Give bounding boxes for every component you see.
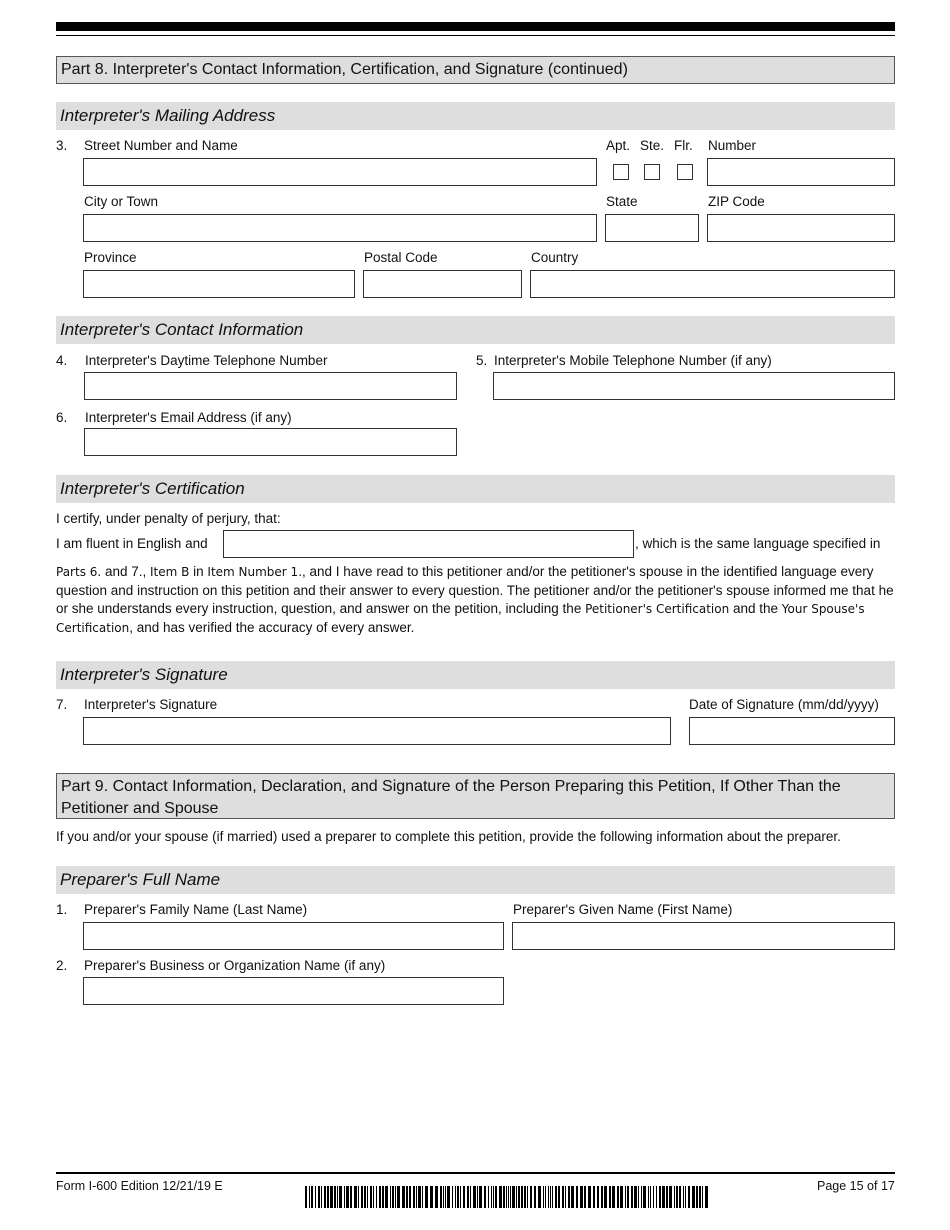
barcode-bar (493, 1186, 494, 1208)
barcode-bar (669, 1186, 672, 1208)
barcode-bar (358, 1186, 359, 1208)
signature-input[interactable] (83, 717, 671, 745)
city-label: City or Town (84, 194, 159, 209)
barcode-bar (346, 1186, 349, 1208)
barcode-bar (440, 1186, 442, 1208)
barcode-bar (395, 1186, 396, 1208)
given-name-label: Preparer's Given Name (First Name) (513, 902, 733, 917)
mailing-section-heading: Interpreter's Mailing Address (56, 102, 895, 130)
ref-parts: Parts 6. (56, 565, 102, 579)
given-name-input[interactable] (512, 922, 895, 950)
certification-section-heading: Interpreter's Certification (56, 475, 895, 503)
page-number: Page 15 of 17 (817, 1179, 895, 1193)
barcode-bar (330, 1186, 333, 1208)
barcode-bar (650, 1186, 651, 1208)
barcode-bar (702, 1186, 703, 1208)
item-7-number: 7. (56, 697, 68, 712)
barcode-bar (571, 1186, 574, 1208)
barcode-bar (508, 1186, 509, 1208)
barcode-bar (666, 1186, 668, 1208)
barcode-bar (418, 1186, 421, 1208)
ref-item-b: Item B (150, 565, 190, 579)
barcode-bar (683, 1186, 684, 1208)
barcode-bar (479, 1186, 482, 1208)
barcode-bar (457, 1186, 459, 1208)
barcode-bar (344, 1186, 345, 1208)
barcode-bar (550, 1186, 551, 1208)
barcode-bar (638, 1186, 639, 1208)
item-1-number: 1. (56, 902, 68, 917)
barcode-bar (545, 1186, 546, 1208)
barcode-bar (373, 1186, 374, 1208)
signature-label: Interpreter's Signature (84, 697, 218, 712)
barcode-bar (447, 1186, 450, 1208)
top-rule-thin (56, 35, 895, 36)
barcode-bar (676, 1186, 678, 1208)
barcode-bar (516, 1186, 517, 1208)
barcode-bar (512, 1186, 515, 1208)
barcode-bar (641, 1186, 642, 1208)
part9-intro: If you and/or your spouse (if married) used a preparer to complete this petition, provide the following information about the preparer. (56, 829, 841, 844)
barcode-bar (699, 1186, 701, 1208)
barcode-bar (576, 1186, 578, 1208)
barcode-bar (318, 1186, 320, 1208)
barcode-bar (656, 1186, 657, 1208)
barcode-bar (674, 1186, 675, 1208)
barcode-bar (430, 1186, 433, 1208)
barcode-bar (327, 1186, 329, 1208)
contact-section-heading: Interpreter's Contact Information (56, 316, 895, 344)
barcode-bar (416, 1186, 417, 1208)
barcode-bar (413, 1186, 415, 1208)
province-label: Province (84, 250, 137, 265)
ste-label: Ste. (640, 138, 665, 153)
barcode-bar (350, 1186, 352, 1208)
item-4-number: 4. (56, 353, 68, 368)
item-6-number: 6. (56, 410, 68, 425)
barcode-bar (562, 1186, 564, 1208)
part9-title: Part 9. Contact Information, Declaration, and Signature of the Person Preparing this Petition, If Other Than the Petitioner and Spouse (61, 778, 841, 817)
language-input[interactable] (223, 530, 634, 558)
barcode-bar (409, 1186, 411, 1208)
barcode-bar (311, 1186, 313, 1208)
barcode-bar (609, 1186, 611, 1208)
barcode-bar (568, 1186, 570, 1208)
barcode-bar (376, 1186, 377, 1208)
fluent-prefix: I am fluent in English and (56, 536, 208, 551)
text-andthe: and the (729, 601, 782, 616)
barcode-bar (477, 1186, 478, 1208)
barcode-bar (521, 1186, 523, 1208)
barcode-bar (558, 1186, 560, 1208)
part9-header (56, 773, 895, 819)
ref-petitioner-cert: Petitioner's Certification (585, 602, 730, 616)
barcode-bar (506, 1186, 507, 1208)
barcode-bar (443, 1186, 444, 1208)
barcode-bar (543, 1186, 544, 1208)
family-name-label: Preparer's Family Name (Last Name) (84, 902, 308, 917)
apt-checkbox[interactable] (613, 164, 629, 180)
apt-label: Apt. (606, 138, 631, 153)
barcode-bar (662, 1186, 665, 1208)
flr-label: Flr. (674, 138, 693, 153)
barcode-bar (455, 1186, 456, 1208)
barcode-bar (604, 1186, 607, 1208)
barcode-bar (696, 1186, 698, 1208)
barcode-bar (435, 1186, 438, 1208)
signature-date-label: Date of Signature (mm/dd/yyyy) (689, 697, 879, 712)
barcode-bar (382, 1186, 384, 1208)
apt-number-input[interactable] (707, 158, 895, 186)
email-label: Interpreter's Email Address (if any) (85, 410, 292, 425)
barcode-bar (692, 1186, 695, 1208)
mobile-phone-label: Interpreter's Mobile Telephone Number (if any) (494, 353, 772, 368)
barcode-bar (625, 1186, 626, 1208)
email-input[interactable] (84, 428, 457, 456)
barcode-bar (612, 1186, 615, 1208)
part8-header (56, 56, 895, 84)
certification-intro: I certify, under penalty of perjury, that: (56, 511, 281, 526)
barcode-bar (685, 1186, 686, 1208)
ref-spouse-cert: Your Spouse's Certification (56, 602, 865, 635)
barcode-bar (361, 1186, 363, 1208)
barcode-bar (379, 1186, 381, 1208)
barcode-bar (499, 1186, 502, 1208)
form-edition: Form I-600 Edition 12/21/19 E (56, 1179, 223, 1193)
barcode-bar (484, 1186, 486, 1208)
barcode-bar (364, 1186, 366, 1208)
barcode-bar (305, 1186, 307, 1208)
top-rule-thick (56, 22, 895, 31)
barcode-bar (470, 1186, 471, 1208)
barcode-bar (452, 1186, 453, 1208)
city-input[interactable] (83, 214, 597, 242)
barcode-bar (495, 1186, 497, 1208)
street-input[interactable] (83, 158, 597, 186)
barcode-bar (392, 1186, 394, 1208)
barcode-bar (648, 1186, 649, 1208)
province-input[interactable] (83, 270, 355, 298)
barcode-bar (548, 1186, 549, 1208)
barcode-bar (315, 1186, 316, 1208)
footer-rule (56, 1172, 895, 1174)
barcode-bar (321, 1186, 322, 1208)
barcode-bar (339, 1186, 342, 1208)
barcode-bar (617, 1186, 619, 1208)
part8-title: Part 8. Interpreter's Contact Information, Certification, and Signature (continued) (61, 61, 628, 78)
barcode-bar (337, 1186, 338, 1208)
daytime-phone-input[interactable] (84, 372, 457, 400)
barcode-bar (643, 1186, 646, 1208)
barcode-bar (367, 1186, 368, 1208)
barcode-bar (565, 1186, 566, 1208)
barcode-bar (510, 1186, 511, 1208)
mobile-phone-input[interactable] (493, 372, 895, 400)
barcode-bar (385, 1186, 388, 1208)
barcode-bar (679, 1186, 681, 1208)
barcode-bar (659, 1186, 661, 1208)
barcode-bar (463, 1186, 465, 1208)
barcode-bar (334, 1186, 336, 1208)
business-name-input[interactable] (83, 977, 504, 1005)
barcode-bar (503, 1186, 505, 1208)
barcode-bar (580, 1186, 583, 1208)
street-label: Street Number and Name (84, 138, 238, 153)
barcode-bar (397, 1186, 400, 1208)
barcode-bar (634, 1186, 637, 1208)
barcode-bar (620, 1186, 623, 1208)
postal-input[interactable] (363, 270, 522, 298)
business-name-label: Preparer's Business or Organization Name (if any) (84, 958, 386, 973)
barcode-bar (354, 1186, 357, 1208)
barcode (305, 1186, 713, 1208)
barcode-bar (370, 1186, 372, 1208)
barcode-bar (460, 1186, 461, 1208)
barcode-bar (422, 1186, 423, 1208)
country-input[interactable] (530, 270, 895, 298)
barcode-bar (653, 1186, 654, 1208)
text-in: in (189, 564, 208, 579)
flr-checkbox[interactable] (677, 164, 693, 180)
ste-checkbox[interactable] (644, 164, 660, 180)
barcode-bar (324, 1186, 326, 1208)
signature-date-input[interactable] (689, 717, 895, 745)
text-rest2: , and has verified the accuracy of every answer. (129, 619, 415, 635)
barcode-bar (584, 1186, 586, 1208)
barcode-bar (705, 1186, 708, 1208)
barcode-bar (601, 1186, 603, 1208)
barcode-bar (555, 1186, 557, 1208)
barcode-bar (530, 1186, 532, 1208)
barcode-bar (473, 1186, 476, 1208)
barcode-bar (538, 1186, 541, 1208)
barcode-bar (488, 1186, 489, 1208)
zip-label: ZIP Code (708, 194, 765, 209)
barcode-bar (593, 1186, 595, 1208)
text-and7: and 7., (101, 564, 151, 579)
barcode-bar (627, 1186, 629, 1208)
ref-item-number: Item Number 1. (207, 565, 303, 579)
daytime-phone-label: Interpreter's Daytime Telephone Number (85, 353, 328, 368)
text-rest1: , and I have read to this petitioner and/or the petitioner's spouse in the identified language every question and instruction on this petition and their answer to every question. The petitioner and/or the petitioner's spouse informed me that he or she understands every instruction, question, and answer on the petition, including the (56, 564, 894, 616)
barcode-bar (402, 1186, 405, 1208)
signature-section-heading: Interpreter's Signature (56, 661, 895, 689)
barcode-bar (534, 1186, 536, 1208)
barcode-bar (491, 1186, 492, 1208)
barcode-bar (631, 1186, 633, 1208)
barcode-bar (588, 1186, 591, 1208)
item-3-number: 3. (56, 138, 68, 153)
barcode-bar (527, 1186, 528, 1208)
barcode-bar (518, 1186, 520, 1208)
barcode-bar (425, 1186, 428, 1208)
country-label: Country (531, 250, 579, 265)
state-label: State (606, 194, 638, 209)
postal-label: Postal Code (364, 250, 438, 265)
preparer-section-heading: Preparer's Full Name (56, 866, 895, 894)
barcode-bar (597, 1186, 599, 1208)
barcode-bar (445, 1186, 446, 1208)
barcode-bar (406, 1186, 408, 1208)
barcode-bar (552, 1186, 553, 1208)
item-5-number: 5. (476, 353, 488, 368)
barcode-bar (688, 1186, 690, 1208)
fluent-suffix: , which is the same language specified in (635, 536, 881, 551)
state-input[interactable] (605, 214, 699, 242)
number-label: Number (708, 138, 757, 153)
family-name-input[interactable] (83, 922, 504, 950)
barcode-bar (524, 1186, 526, 1208)
barcode-bar (390, 1186, 391, 1208)
barcode-bar (467, 1186, 469, 1208)
barcode-bar (309, 1186, 310, 1208)
certification-paragraph (56, 563, 894, 637)
item-2-number: 2. (56, 958, 68, 973)
zip-input[interactable] (707, 214, 895, 242)
